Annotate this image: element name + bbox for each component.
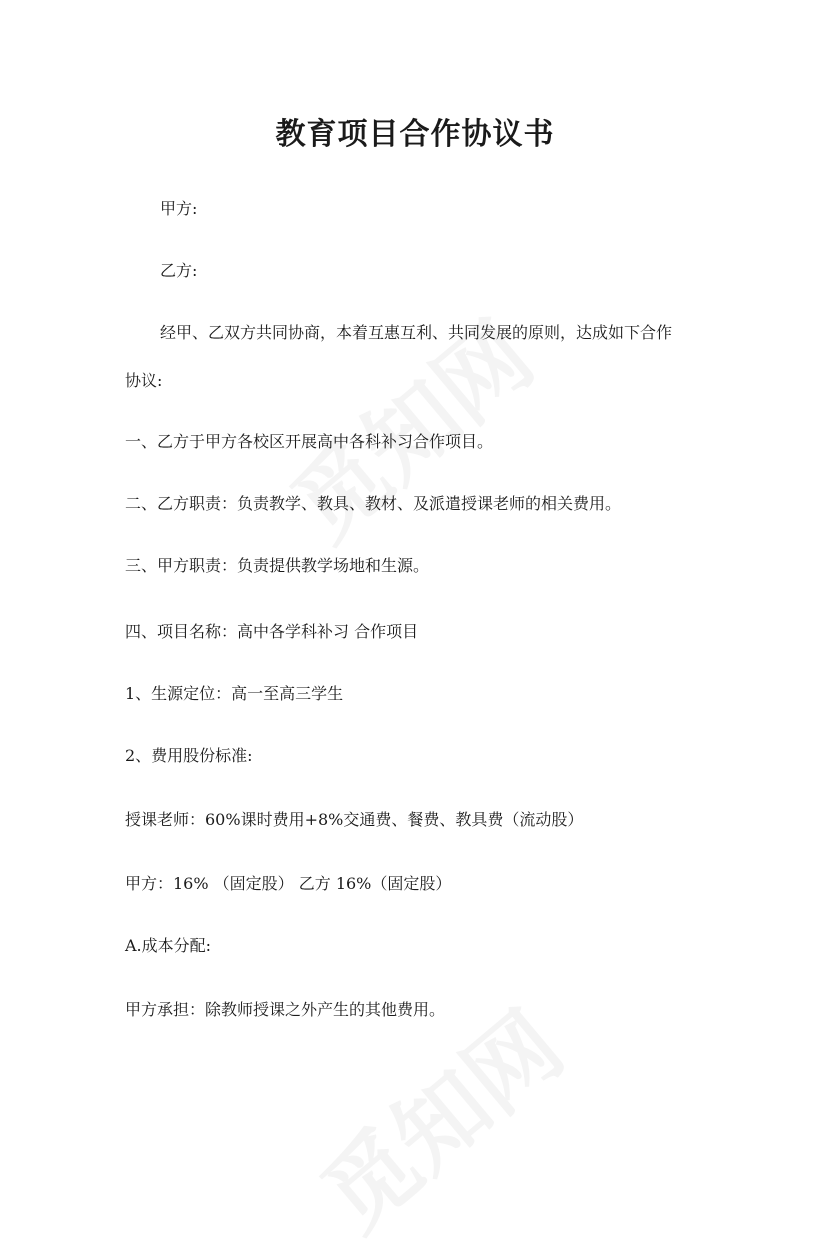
item-party-a-costs: 甲方承担：除教师授课之外产生的其他费用。 (125, 1000, 446, 1019)
clause-4: 四、项目名称：高中各学科补习 合作项目 (125, 622, 419, 641)
item-student-target: 1、生源定位：高一至高三学生 (125, 684, 344, 703)
intro-paragraph-line-2: 协议: (125, 371, 163, 390)
intro-paragraph-line-1: 经甲、乙双方共同协商，本着互惠互利、共同发展的原则，达成如下合作 (160, 323, 673, 342)
clause-3: 三、甲方职责：负责提供教学场地和生源。 (125, 556, 430, 575)
party-b-line: 乙方: (160, 261, 198, 280)
item-party-shares: 甲方：16% （固定股） 乙方 16%（固定股） (125, 874, 452, 893)
item-fee-standard: 2、费用股份标准: (125, 746, 253, 765)
clause-1: 一、乙方于甲方各校区开展高中各科补习合作项目。 (125, 432, 494, 451)
item-teacher-share: 授课老师：60%课时费用+8%交通费、餐费、教具费（流动股） (125, 810, 584, 829)
document-title: 教育项目合作协议书 (275, 117, 555, 152)
clause-2: 二、乙方职责：负责教学、教具、教材、及派遣授课老师的相关费用。 (125, 494, 622, 513)
item-cost-allocation: A.成本分配: (125, 936, 212, 955)
party-a-line: 甲方: (160, 199, 198, 218)
